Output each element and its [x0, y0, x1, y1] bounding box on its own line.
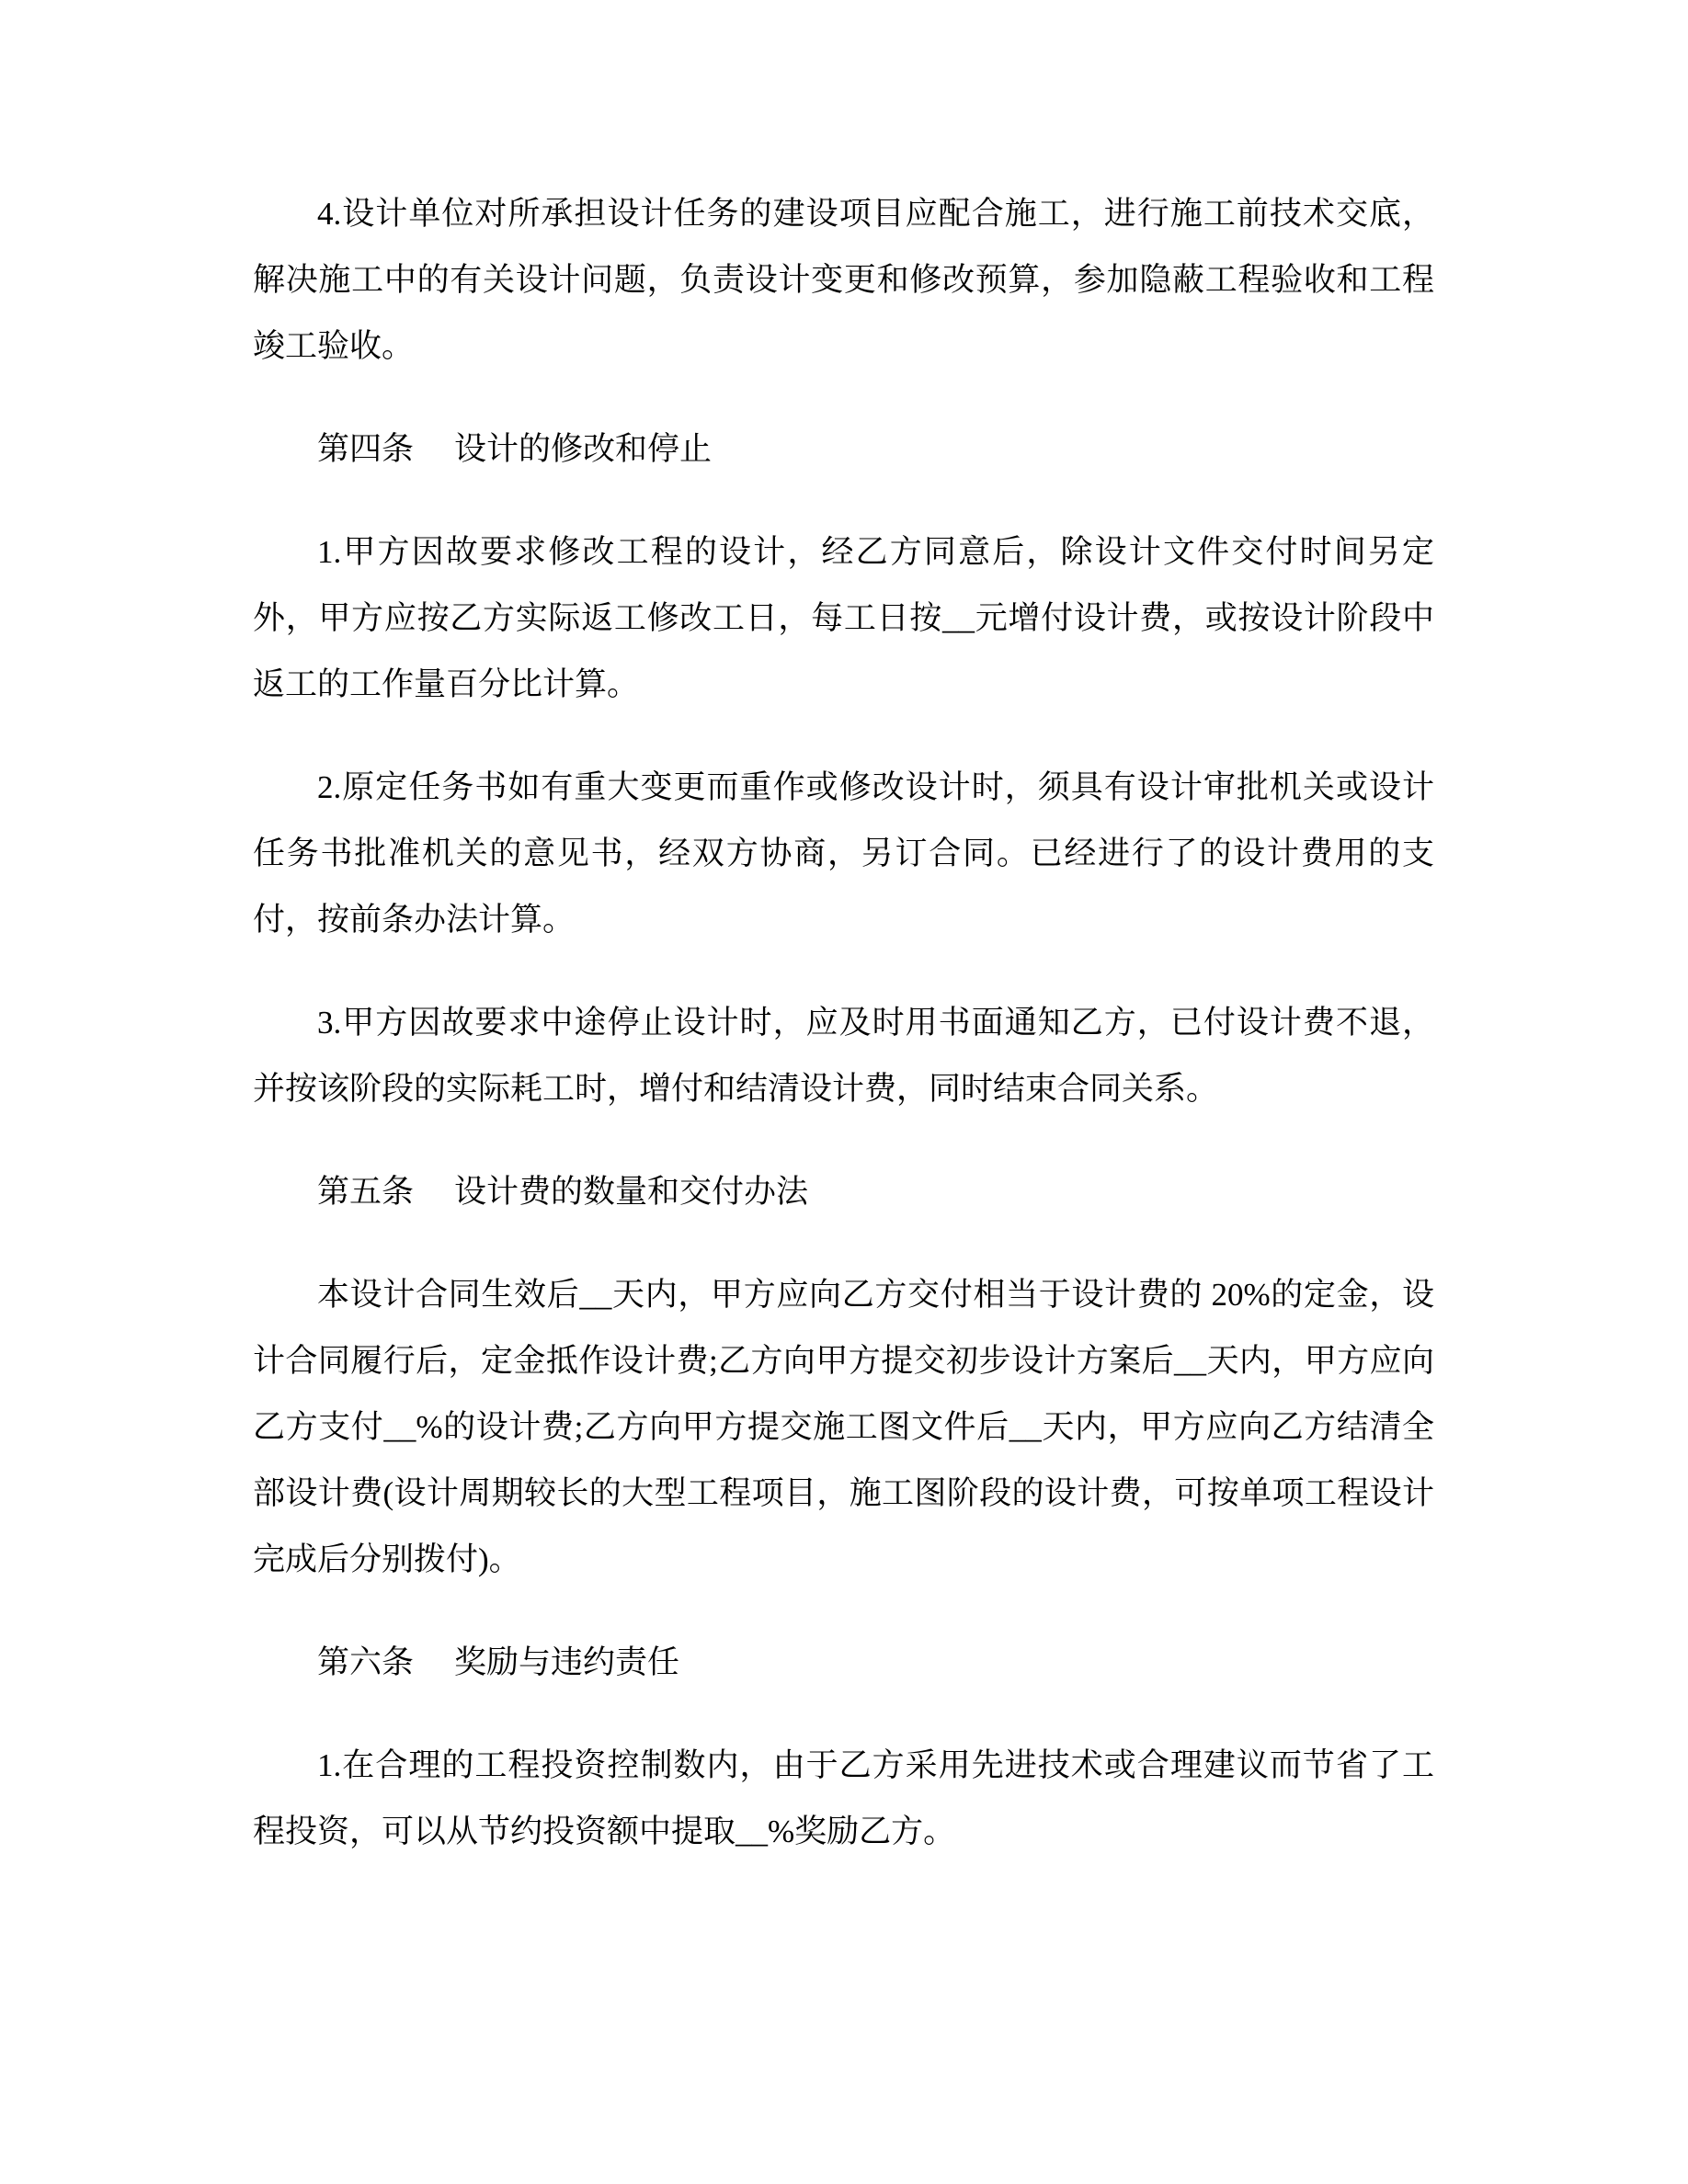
- section-number: 第六条: [317, 1644, 415, 1680]
- section-heading: [253, 1159, 1434, 1225]
- contract-paragraph: 1.甲方因故要求修改工程的设计，经乙方同意后，除设计文件交付时间另定外，甲方应按乙方实际返工修改工日，每工日按__元增付设计费，或按设计阶段中返工的工作量百分比计算。: [253, 534, 1434, 702]
- section-number: 第五条: [317, 1174, 415, 1210]
- contract-body: [253, 181, 1434, 1902]
- contract-paragraph: 本设计合同生效后__天内，甲方应向乙方交付相当于设计费的 20%的定金，设计合同履行后，定金抵作设计费;乙方向甲方提交初步设计方案后__天内，甲方应向乙方支付__%的设计费;乙方向甲方提交施工图文件后__天内，甲方应向乙方结清全部设计费(设计周期较长的大型工程项目，施工图阶段的设计费，可按单项工程设计完成后分别拨付)。: [253, 1277, 1434, 1577]
- contract-paragraph: 2.原定任务书如有重大变更而重作或修改设计时，须具有设计审批机关或设计任务书批准机关的意见书，经双方协商，另订合同。已经进行了的设计费用的支付，按前条办法计算。: [253, 769, 1434, 938]
- section-heading: [253, 1630, 1434, 1696]
- contract-paragraph: 4.设计单位对所承担设计任务的建设项目应配合施工，进行施工前技术交底，解决施工中的有关设计问题，负责设计变更和修改预算，参加隐蔽工程验收和工程竣工验收。: [253, 196, 1434, 364]
- contract-paragraph: 1.在合理的工程投资控制数内，由于乙方采用先进技术或合理建议而节省了工程投资，可以从节约投资额中提取__%奖励乙方。: [253, 1747, 1434, 1849]
- section-title: 设计的修改和停止: [454, 431, 713, 467]
- section-title: 设计费的数量和交付办法: [454, 1174, 809, 1210]
- section-number: 第四条: [317, 431, 415, 467]
- section-heading: [253, 416, 1434, 483]
- section-title: 奖励与违约责任: [454, 1644, 680, 1680]
- contract-paragraph: 3.甲方因故要求中途停止设计时，应及时用书面通知乙方，已付设计费不退，并按该阶段的实际耗工时，增付和结清设计费，同时结束合同关系。: [253, 1005, 1434, 1107]
